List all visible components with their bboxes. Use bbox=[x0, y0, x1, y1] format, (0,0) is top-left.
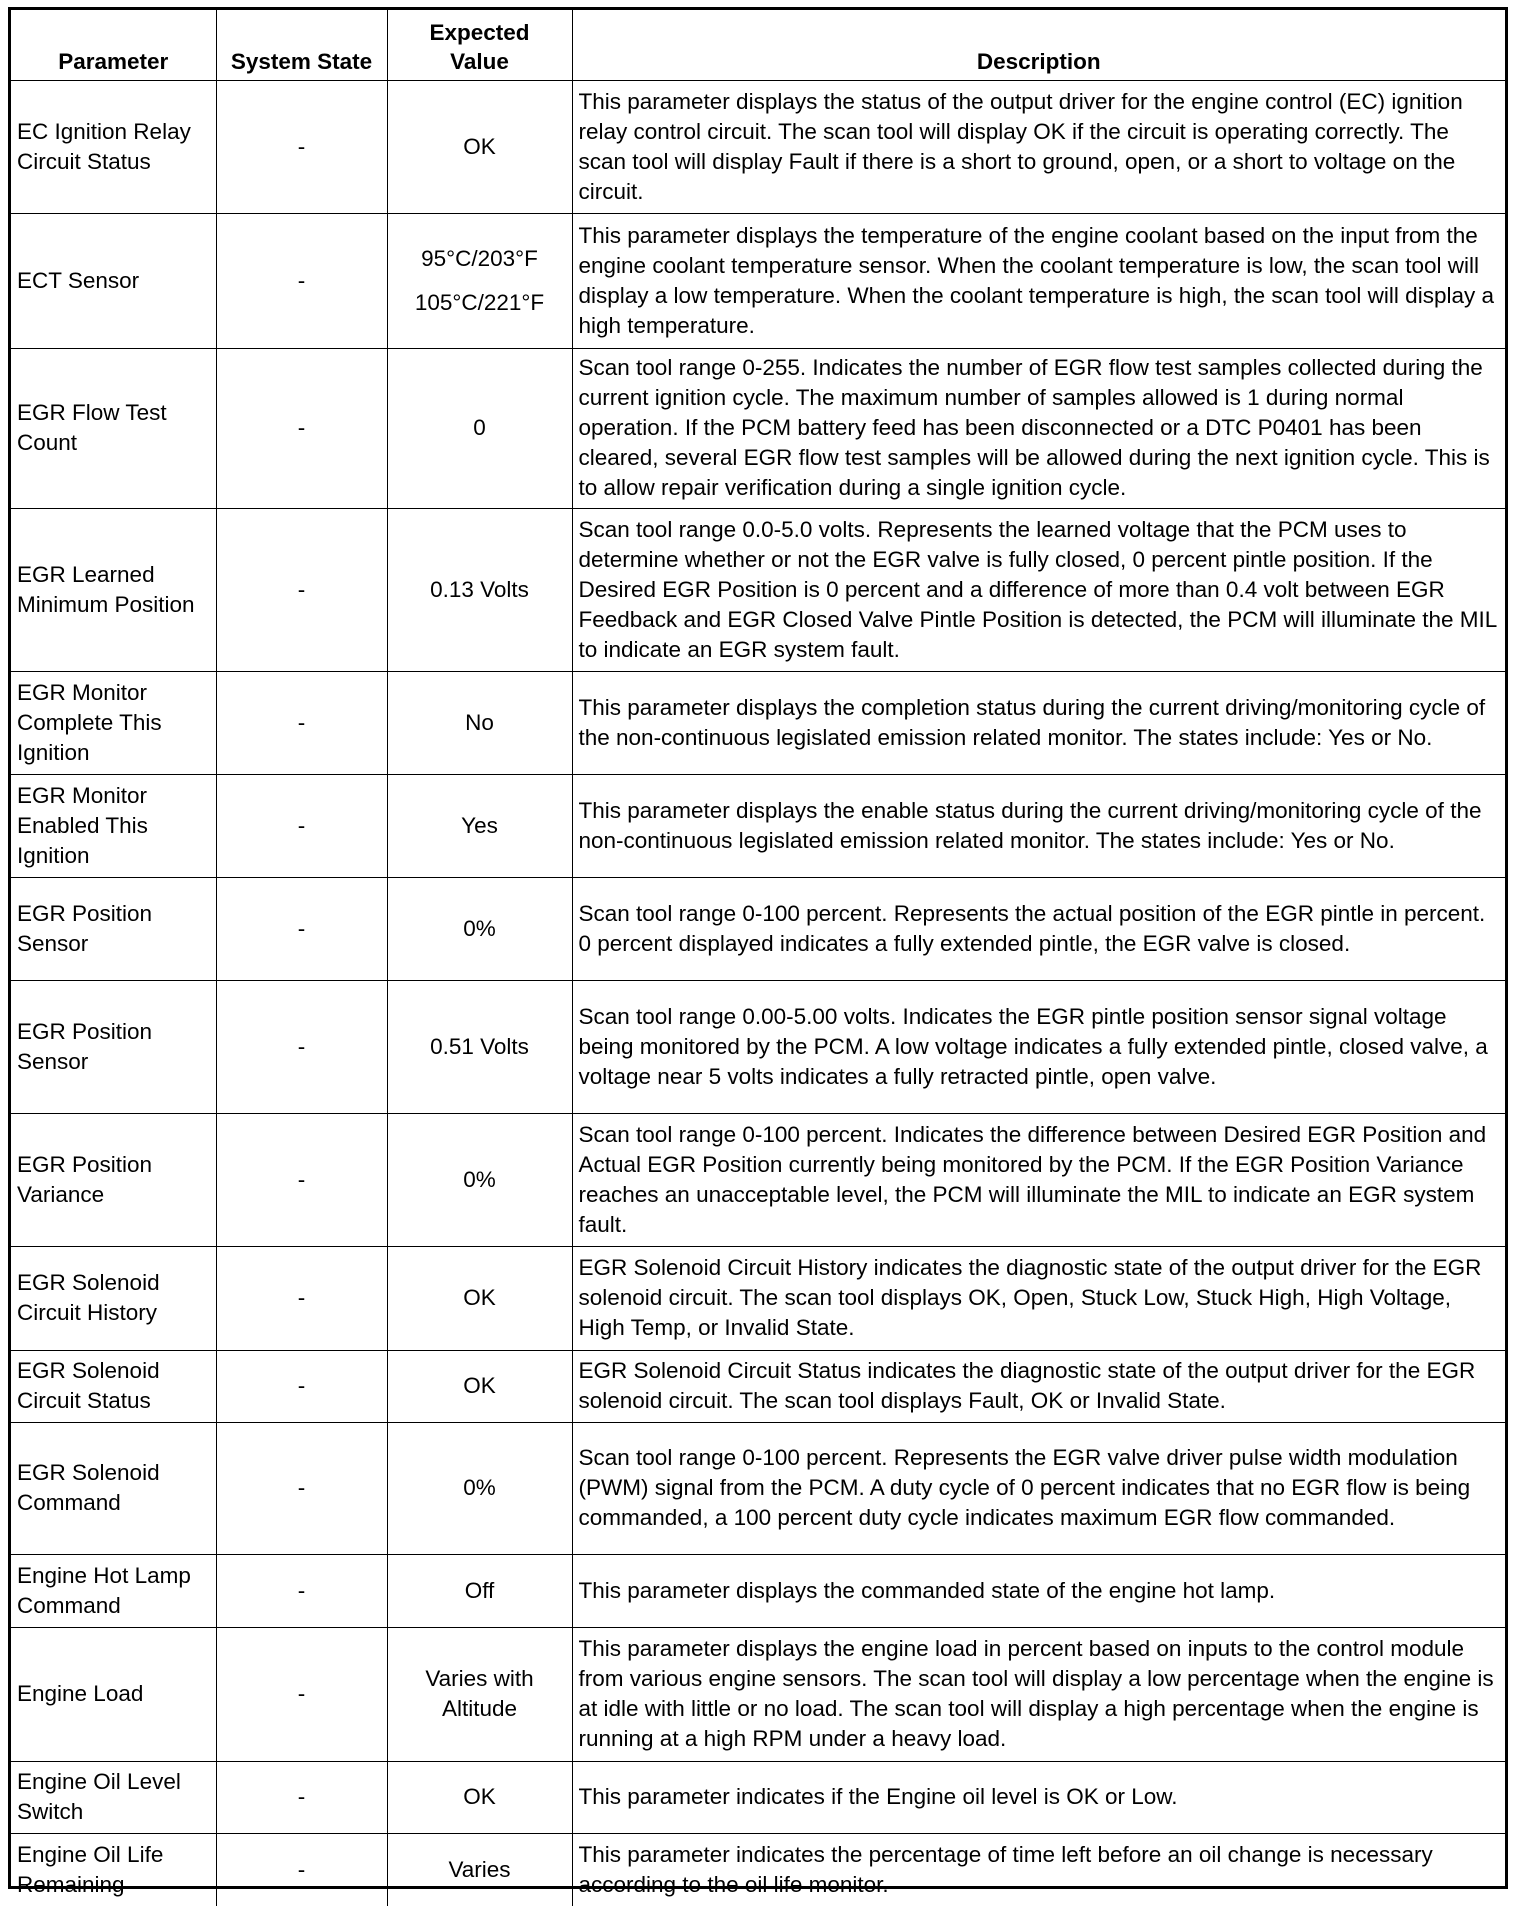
header-row bbox=[11, 10, 1505, 80]
header-expected-value-line2: Value bbox=[450, 48, 509, 74]
expected-value-cell: OK bbox=[387, 1761, 572, 1833]
expected-value-cell: 0% bbox=[387, 1422, 572, 1554]
parameter-cell: EC Ignition Relay Circuit Status bbox=[11, 80, 216, 213]
expected-value-cell: OK bbox=[387, 80, 572, 213]
parameter-cell: EGR Flow Test Count bbox=[11, 348, 216, 508]
system-state-cell: - bbox=[216, 671, 387, 774]
description-cell: This parameter displays the enable status during the current driving/monitoring cycle of the non-continuous legislated emission related monitor. The states include: Yes or No. bbox=[572, 774, 1505, 877]
table-row bbox=[11, 80, 1505, 213]
description-cell: Scan tool range 0-100 percent. Represents the EGR valve driver pulse width modulation (PWM) signal from the PCM. A duty cycle of 0 percent indicates that no EGR flow is being commanded, a 100 percent duty cycle indicates maximum EGR flow commanded. bbox=[572, 1422, 1505, 1554]
system-state-cell: - bbox=[216, 1113, 387, 1246]
expected-value-cell: Yes bbox=[387, 774, 572, 877]
table-row bbox=[11, 508, 1505, 671]
table-row bbox=[11, 1627, 1505, 1761]
table-row bbox=[11, 1422, 1505, 1554]
parameter-cell: EGR Learned Minimum Position bbox=[11, 508, 216, 671]
parameter-cell: Engine Hot Lamp Command bbox=[11, 1554, 216, 1627]
expected-value-cell: 0 bbox=[387, 348, 572, 508]
parameter-cell: EGR Position Sensor bbox=[11, 980, 216, 1113]
table-row bbox=[11, 980, 1505, 1113]
parameter-table-frame bbox=[8, 7, 1508, 1897]
expected-value-cell: Varies bbox=[387, 1833, 572, 1906]
description-cell: This parameter displays the temperature of the engine coolant based on the input from the engine coolant temperature sensor. When the coolant temperature is low, the scan tool will display a low temperature. When the coolant temperature is high, the scan tool will display a high temperature. bbox=[572, 213, 1505, 348]
table-row bbox=[11, 1761, 1505, 1833]
table-row bbox=[11, 671, 1505, 774]
expected-value-cell bbox=[387, 213, 572, 348]
description-cell: This parameter displays the engine load in percent based on inputs to the control module from various engine sensors. The scan tool will display a low percentage when the engine is at idle with little or no load. The scan tool will display a high percentage when the engine is running at a high RPM under a heavy load. bbox=[572, 1627, 1505, 1761]
scan-tool-data-table bbox=[11, 10, 1505, 1906]
table-row bbox=[11, 1554, 1505, 1627]
system-state-cell: - bbox=[216, 980, 387, 1113]
table-row bbox=[11, 774, 1505, 877]
parameter-cell: EGR Solenoid Circuit Status bbox=[11, 1350, 216, 1422]
expected-value-cell: 0.51 Volts bbox=[387, 980, 572, 1113]
system-state-cell: - bbox=[216, 1350, 387, 1422]
description-cell: This parameter displays the status of the output driver for the engine control (EC) ignition relay control circuit. The scan tool will display OK if the circuit is operating correctly. The scan tool will display Fault if there is a short to ground, open, or a short to voltage on the circuit. bbox=[572, 80, 1505, 213]
description-cell: This parameter indicates the percentage of time left before an oil change is necessary according to the oil life monitor. bbox=[572, 1833, 1505, 1906]
description-cell: EGR Solenoid Circuit Status indicates the diagnostic state of the output driver for the EGR solenoid circuit. The scan tool displays Fault, OK or Invalid State. bbox=[572, 1350, 1505, 1422]
parameter-cell: EGR Position Sensor bbox=[11, 877, 216, 980]
description-cell: This parameter displays the commanded state of the engine hot lamp. bbox=[572, 1554, 1505, 1627]
system-state-cell: - bbox=[216, 1627, 387, 1761]
parameter-cell: EGR Position Variance bbox=[11, 1113, 216, 1246]
system-state-cell: - bbox=[216, 508, 387, 671]
description-cell: Scan tool range 0.0-5.0 volts. Represents the learned voltage that the PCM uses to determine whether or not the EGR valve is fully closed, 0 percent pintle position. If the Desired EGR Position is 0 percent and a difference of more than 0.4 volt between EGR Feedback and EGR Closed Valve Pintle Position is detected, the PCM will illuminate the MIL to indicate an EGR system fault. bbox=[572, 508, 1505, 671]
table-row bbox=[11, 1350, 1505, 1422]
expected-value-cell: No bbox=[387, 671, 572, 774]
parameter-cell: Engine Oil Life Remaining bbox=[11, 1833, 216, 1906]
table-row bbox=[11, 348, 1505, 508]
system-state-cell: - bbox=[216, 1422, 387, 1554]
expected-value-cell: OK bbox=[387, 1246, 572, 1350]
expected-value-cell: OK bbox=[387, 1350, 572, 1422]
header-description: Description bbox=[572, 10, 1505, 80]
description-cell: This parameter displays the completion status during the current driving/monitoring cycle of the non-continuous legislated emission related monitor. The states include: Yes or No. bbox=[572, 671, 1505, 774]
table-row bbox=[11, 1833, 1505, 1906]
description-cell: This parameter indicates if the Engine oil level is OK or Low. bbox=[572, 1761, 1505, 1833]
expected-value-cell: Off bbox=[387, 1554, 572, 1627]
expected-value-line: 105°C/221°F bbox=[414, 289, 545, 315]
description-cell: Scan tool range 0-100 percent. Represents the actual position of the EGR pintle in percent. 0 percent displayed indicates a fully extended pintle, the EGR valve is closed. bbox=[572, 877, 1505, 980]
parameter-cell: EGR Monitor Complete This Ignition bbox=[11, 671, 216, 774]
system-state-cell: - bbox=[216, 348, 387, 508]
system-state-cell: - bbox=[216, 1246, 387, 1350]
header-system-state: System State bbox=[216, 10, 387, 80]
expected-value-cell: Varies with Altitude bbox=[387, 1627, 572, 1761]
parameter-cell: ECT Sensor bbox=[11, 213, 216, 348]
parameter-cell: EGR Solenoid Command bbox=[11, 1422, 216, 1554]
table-row bbox=[11, 213, 1505, 348]
system-state-cell: - bbox=[216, 1833, 387, 1906]
table-row bbox=[11, 1113, 1505, 1246]
header-expected-value bbox=[387, 10, 572, 80]
expected-value-line: 95°C/203°F bbox=[421, 245, 538, 271]
system-state-cell: - bbox=[216, 80, 387, 213]
description-cell: Scan tool range 0-255. Indicates the number of EGR flow test samples collected during the current ignition cycle. The maximum number of samples allowed is 1 during normal operation. If the PCM battery feed has been disconnected or a DTC P0401 has been cleared, several EGR flow test samples will be allowed during the next ignition cycle. This is to allow repair verification during a single ignition cycle. bbox=[572, 348, 1505, 508]
table-row bbox=[11, 1246, 1505, 1350]
system-state-cell: - bbox=[216, 774, 387, 877]
parameter-cell: EGR Monitor Enabled This Ignition bbox=[11, 774, 216, 877]
description-cell: EGR Solenoid Circuit History indicates the diagnostic state of the output driver for the EGR solenoid circuit. The scan tool displays OK, Open, Stuck Low, Stuck High, High Voltage, High Temp, or Invalid State. bbox=[572, 1246, 1505, 1350]
system-state-cell: - bbox=[216, 1761, 387, 1833]
expected-value-cell: 0.13 Volts bbox=[387, 508, 572, 671]
header-parameter: Parameter bbox=[11, 10, 216, 80]
parameter-cell: Engine Oil Level Switch bbox=[11, 1761, 216, 1833]
description-cell: Scan tool range 0.00-5.00 volts. Indicates the EGR pintle position sensor signal voltage being monitored by the PCM. A low voltage indicates a fully extended pintle, closed valve, a voltage near 5 volts indicates a fully retracted pintle, open valve. bbox=[572, 980, 1505, 1113]
expected-value-cell: 0% bbox=[387, 877, 572, 980]
description-cell: Scan tool range 0-100 percent. Indicates the difference between Desired EGR Position and Actual EGR Position currently being monitored by the PCM. If the EGR Position Variance reaches an unacceptable level, the PCM will illuminate the MIL to indicate an EGR system fault. bbox=[572, 1113, 1505, 1246]
system-state-cell: - bbox=[216, 1554, 387, 1627]
expected-value-cell: 0% bbox=[387, 1113, 572, 1246]
table-row bbox=[11, 877, 1505, 980]
system-state-cell: - bbox=[216, 877, 387, 980]
system-state-cell: - bbox=[216, 213, 387, 348]
header-expected-value-line1: Expected bbox=[429, 19, 530, 45]
parameter-cell: Engine Load bbox=[11, 1627, 216, 1761]
parameter-cell: EGR Solenoid Circuit History bbox=[11, 1246, 216, 1350]
